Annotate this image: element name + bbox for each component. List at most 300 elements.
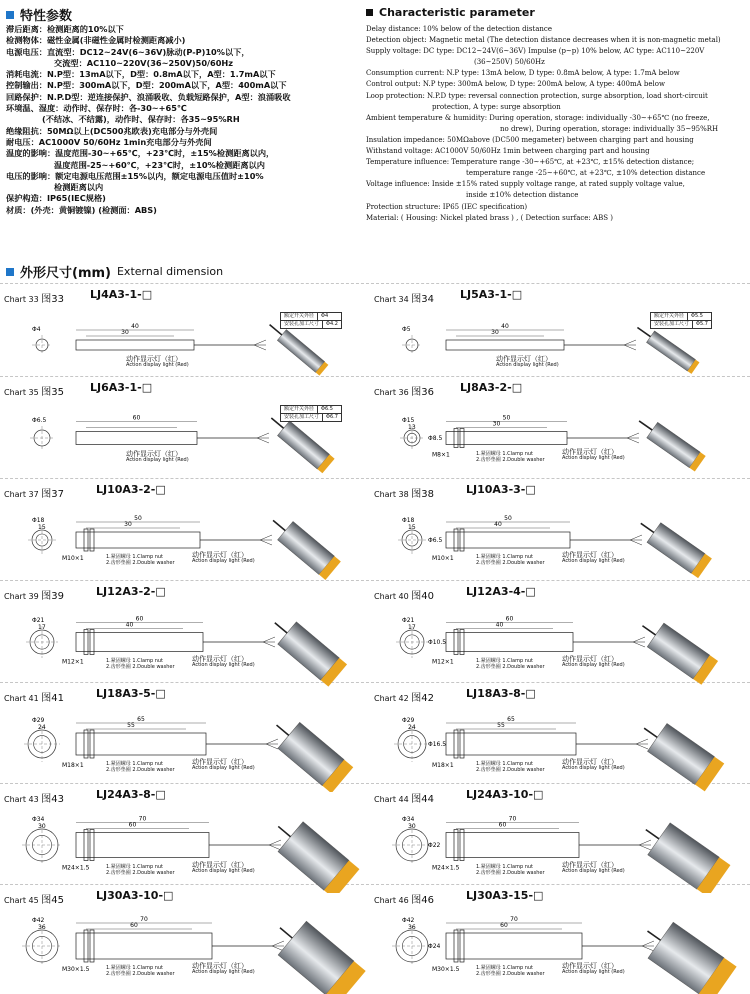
param-row: Ambient temperature & humidity: During operation, storage: individually -30~+65℃ (no freeze, — [366, 113, 710, 122]
cable-photo — [641, 523, 654, 532]
chart-cell — [374, 891, 739, 994]
chart-label-zh: 图33 — [41, 294, 64, 305]
legend-light-zh: 动作显示灯（红） — [562, 962, 618, 970]
param-row: 环境温、湿度：动作时、保存时：各-30~+65℃ — [6, 103, 187, 114]
cable-photo — [644, 728, 657, 737]
chart-label-en: Chart 34 — [374, 295, 412, 304]
dimension-diameter: Φ42 — [32, 917, 45, 924]
param-row: 耐电压：AC1000V 50/60Hz 1min充电部分与外壳间 — [6, 136, 212, 147]
legend-clamp-nut: 1.紧固螺母 1.Clamp nut — [476, 863, 534, 870]
washer — [90, 630, 94, 655]
param-row: Insulation impedance: 50MΩabove (DC500 megameter) between charging part and housing — [366, 135, 694, 144]
dimension-diameter: Φ4 — [32, 326, 41, 333]
light-legend — [562, 449, 625, 461]
sensor-body — [446, 340, 564, 350]
legend-light-en: Action display light (Red) — [192, 558, 255, 564]
cable-wire — [263, 637, 275, 642]
legend-light-en: Action display light (Red) — [562, 661, 625, 668]
cable-wire — [260, 540, 272, 545]
chart-label-zh: 图43 — [41, 794, 64, 805]
blue-square-icon — [6, 268, 14, 276]
dimension-flat: 24 — [38, 724, 46, 731]
dimension-drawing — [4, 485, 369, 588]
clamp-nut — [454, 830, 458, 861]
dimension-flat: 30 — [38, 823, 46, 830]
cable-photo — [277, 725, 289, 735]
model-number: LJ5A3-1-□ — [460, 288, 523, 301]
mounting-table-key: 安装孔加工尺寸 — [651, 321, 693, 328]
blue-square-icon — [6, 11, 14, 19]
legend-washer: 2.齿形垫圈 2.Double washer — [106, 560, 175, 566]
mounting-table-value: Φ4.2 — [326, 321, 338, 327]
param-row: 保护构造：IP65(IEC规格) — [6, 193, 106, 204]
cable-wire — [269, 845, 281, 850]
dimension-flat: 17 — [38, 624, 46, 631]
legend-light-zh: 动作显示灯（红） — [562, 758, 618, 766]
chart-label-zh: 图45 — [41, 895, 64, 906]
cable-photo — [637, 327, 650, 336]
dimension-length: 70 — [510, 916, 518, 923]
mounting-table-value: Φ4 — [321, 313, 329, 319]
mounting-table-value: Φ5.7 — [696, 321, 708, 327]
dimension-length: 70 — [138, 815, 147, 823]
section-title-zh: 特性参数 — [20, 9, 73, 24]
chart-label-zh: 图38 — [411, 489, 434, 500]
dimension-thread-length: 60 — [130, 922, 138, 929]
legend-light-en: Action display light (Red) — [562, 454, 625, 461]
section-header-dimensions — [6, 262, 223, 281]
cable-photo — [280, 928, 292, 938]
dimension-face-diameter: Φ6.5 — [428, 537, 443, 544]
washer — [90, 930, 94, 962]
param-row: Supply voltage: DC type: DC12~24V(6~36V) Impulse (p~p) 10% below, AC type: AC110~220V — [366, 47, 705, 56]
washer — [460, 930, 464, 962]
chart-label-en: Chart 41 — [4, 694, 42, 703]
chart-label-zh: 图42 — [411, 693, 434, 704]
dimension-length: 60 — [505, 615, 514, 623]
chart-cell — [374, 290, 739, 393]
mounting-table-value: Φ6.7 — [326, 414, 338, 420]
sensor-housing-photo — [647, 523, 705, 574]
legend-washer: 2.齿形垫圈 2.Double washer — [476, 456, 545, 463]
dimension-thread-length: 30 — [124, 521, 132, 528]
sensor-housing-photo — [647, 331, 696, 371]
cable-photo — [642, 626, 655, 635]
cable-wire — [624, 345, 636, 350]
dimension-flat: 13 — [408, 424, 416, 431]
product-photo — [265, 612, 347, 687]
param-row: (不结冰、不结露)，动作时、保存时：各35~95%RH — [42, 114, 240, 125]
cable-wire — [269, 840, 281, 845]
legend-light-zh: 动作显示灯（红） — [192, 654, 248, 663]
part-legend — [476, 761, 545, 773]
chart-cell — [4, 891, 369, 994]
chart-cell — [4, 689, 369, 792]
legend-clamp-nut: 1.紧固螺母 1.Clamp nut — [106, 657, 164, 664]
dimension-length: 60 — [132, 414, 141, 422]
cable-wire — [636, 744, 648, 749]
dimension-diameter: Φ29 — [32, 717, 45, 724]
dimension-flat: 36 — [408, 924, 416, 931]
dimension-diameter: Φ5 — [402, 326, 411, 333]
param-row: inside ±10% detection distance — [466, 191, 579, 200]
legend-washer: 2.齿形垫圈 2.Double washer — [106, 663, 175, 670]
dimension-flat: 36 — [38, 924, 46, 931]
clamp-nut — [84, 730, 88, 758]
dimension-drawing — [4, 383, 369, 486]
front-view-inner-circle — [36, 534, 48, 546]
param-row: Detection object: Magnetic metal (The detection distance decreases when it is non-magnetic metal) — [366, 36, 721, 45]
mounting-table-row — [651, 313, 711, 321]
light-legend — [192, 963, 255, 975]
param-row: Voltage influence: Inside ±15% rated supply voltage range, at rated supply voltage value, — [366, 180, 685, 189]
model-number: LJ10A3-2-□ — [96, 483, 166, 496]
cable-wire — [266, 739, 278, 744]
dimension-length: 70 — [140, 916, 148, 923]
black-square-icon — [366, 9, 373, 16]
legend-clamp-nut: 1.紧固螺母 1.Clamp nut — [476, 761, 534, 767]
part-legend — [476, 554, 545, 566]
chart-label-zh: 图46 — [411, 895, 434, 906]
sensor-body — [76, 532, 200, 548]
cable-wire — [639, 845, 651, 850]
dimension-diameter: Φ18 — [402, 517, 415, 524]
legend-light-zh: 动作显示灯（红） — [562, 860, 618, 869]
model-number: LJ18A3-8-□ — [466, 687, 536, 700]
chart-label-en: Chart 36 — [374, 388, 412, 397]
chart-label-zh: 图40 — [411, 591, 434, 602]
legend-light-zh: 动作显示灯（红） — [562, 551, 618, 559]
param-row: 交流型：AC110~220V(36~250V)50/60Hz — [54, 57, 234, 68]
dimension-drawing — [4, 290, 369, 393]
chart-label-en: Chart 35 — [4, 388, 42, 397]
light-legend — [562, 862, 625, 874]
cable-wire — [257, 438, 269, 443]
param-row: 控制输出：N.P型：300mA以下，D型：200mA以下，A型：400mA以下 — [6, 80, 287, 91]
cable-wire — [642, 946, 654, 951]
cable-photo — [647, 931, 660, 940]
dimension-thread: M30×1.5 — [62, 966, 90, 973]
section-title-en: Characteristic parameter — [379, 6, 535, 19]
dimension-diameter: Φ42 — [402, 917, 415, 924]
dimension-thread-length: 60 — [500, 922, 508, 929]
product-photo — [635, 913, 737, 994]
cable-wire — [627, 438, 639, 443]
washer — [90, 730, 94, 758]
dimension-drawing — [4, 790, 369, 893]
cable-wire — [642, 941, 654, 946]
light-legend — [562, 759, 625, 771]
model-number: LJ24A3-10-□ — [466, 788, 544, 801]
light-legend — [192, 656, 255, 668]
washer — [460, 830, 464, 861]
product-photo — [634, 714, 724, 791]
legend-clamp-nut: 1.紧固螺母 1.Clamp nut — [476, 554, 534, 560]
light-legend — [562, 656, 625, 668]
chart-label-zh: 图35 — [41, 387, 64, 398]
param-row: 消耗电流：N.P型：13mA以下，D型：0.8mA以下，A型：1.7mA以下 — [6, 69, 276, 80]
dimension-length: 40 — [131, 323, 139, 330]
legend-clamp-nut: 1.紧固螺母 1.Clamp nut — [106, 554, 164, 560]
dimension-thread: M18×1 — [62, 762, 84, 769]
cable-wire — [633, 637, 645, 642]
sensor-body — [76, 733, 206, 755]
cable-wire — [260, 535, 272, 540]
dimension-drawing — [374, 485, 739, 588]
dimension-flat: 30 — [408, 823, 416, 830]
product-photo — [266, 811, 360, 893]
chart-label-zh: 图37 — [41, 489, 64, 500]
cable-wire — [639, 840, 651, 845]
chart-cell — [4, 485, 369, 588]
legend-light-en: Action display light (Red) — [562, 765, 625, 771]
chart-label-zh: 图39 — [41, 591, 64, 602]
legend-washer: 2.齿形垫圈 2.Double washer — [476, 971, 545, 977]
dimension-thread: M30×1.5 — [432, 966, 460, 973]
chart-label-en: Chart 39 — [4, 592, 42, 601]
dimension-face-diameter: Φ24 — [428, 943, 441, 950]
legend-light-zh: 动作显示灯（红） — [126, 449, 182, 458]
chart-cell — [4, 383, 369, 486]
dimension-drawing — [374, 290, 739, 393]
legend-washer: 2.齿形垫圈 2.Double washer — [476, 767, 545, 773]
light-legend — [562, 552, 625, 564]
legend-light-en: Action display light (Red) — [562, 969, 625, 975]
dimension-thread-length: 40 — [494, 521, 502, 528]
legend-washer: 2.齿形垫圈 2.Double washer — [476, 869, 545, 876]
light-legend — [126, 356, 189, 368]
english-parameter-list — [366, 24, 748, 224]
legend-clamp-nut: 1.紧固螺母 1.Clamp nut — [106, 761, 164, 767]
chart-cell — [374, 485, 739, 588]
chart-label-en: Chart 46 — [374, 896, 412, 905]
param-row: Protection structure: IP65 (IEC specification) — [366, 202, 528, 211]
legend-washer: 2.齿形垫圈 2.Double washer — [106, 767, 175, 773]
mounting-table-row — [281, 406, 341, 414]
dimension-drawing — [374, 891, 739, 994]
dimension-thread: M10×1 — [432, 555, 454, 562]
product-photo — [634, 514, 712, 579]
dimension-thread-length: 30 — [492, 420, 501, 428]
cable-photo — [275, 623, 287, 633]
legend-clamp-nut: 1.紧固螺母 1.Clamp nut — [476, 657, 534, 664]
cable-wire — [630, 540, 642, 545]
param-row: 滞后距离：检测距离的10%以下 — [6, 24, 124, 34]
sensor-body — [76, 933, 212, 959]
part-legend — [106, 554, 175, 566]
legend-light-zh: 动作显示灯（红） — [192, 860, 248, 869]
mounting-table-row — [281, 313, 341, 321]
legend-light-zh: 动作显示灯（红） — [192, 551, 248, 559]
model-number: LJ12A3-2-□ — [96, 585, 166, 598]
model-number: LJ12A3-4-□ — [466, 585, 536, 598]
model-number: LJ18A3-5-□ — [96, 687, 166, 700]
chart-label-en: Chart 45 — [4, 896, 42, 905]
chart-label-zh: 图44 — [411, 794, 434, 805]
dimension-drawing — [4, 891, 369, 994]
dimension-title-en: External dimension — [116, 265, 224, 278]
dimension-diameter: Φ34 — [32, 816, 45, 823]
product-photo — [633, 322, 699, 374]
light-legend — [496, 356, 559, 368]
dimension-flat: 15 — [408, 524, 416, 531]
param-row: 检测距离以内 — [54, 182, 104, 193]
cable-wire — [266, 744, 278, 749]
product-photo — [265, 511, 340, 580]
legend-clamp-nut: 1.紧固螺母 1.Clamp nut — [106, 863, 164, 870]
chart-label-en: Chart 33 — [4, 295, 42, 304]
cable-wire — [630, 535, 642, 540]
cable-wire — [627, 433, 639, 438]
dimension-drawing — [4, 587, 369, 690]
dimension-thread-length: 55 — [497, 722, 505, 729]
dimension-length: 60 — [135, 615, 144, 623]
product-photo — [266, 712, 354, 792]
chart-cell — [4, 587, 369, 690]
cable-photo — [278, 826, 290, 836]
chinese-parameter-list — [6, 24, 376, 216]
param-row: Withstand voltage: AC1000V 50/60Hz 1min between charging part and housing — [366, 147, 650, 156]
dimension-diameter: Φ6.5 — [32, 417, 47, 424]
legend-light-en: Action display light (Red) — [126, 362, 189, 368]
chart-label-en: Chart 44 — [374, 795, 412, 804]
sensor-body — [76, 432, 197, 445]
param-row: 检测物体：磁性金属(非磁性金属时检测距离减小) — [6, 35, 186, 46]
dimension-thread: M8×1 — [432, 451, 450, 459]
dimension-thread: M24×1.5 — [432, 864, 460, 872]
legend-light-en: Action display light (Red) — [192, 969, 255, 975]
clamp-nut — [454, 630, 458, 655]
light-legend — [192, 552, 255, 564]
cable-photo — [273, 520, 285, 530]
dimension-length: 70 — [508, 815, 517, 823]
dimension-face-diameter: Φ22 — [428, 842, 441, 849]
legend-light-zh: 动作显示灯（红） — [562, 654, 618, 663]
legend-clamp-nut: 1.紧固螺母 1.Clamp nut — [106, 965, 164, 971]
product-photo — [634, 614, 718, 685]
clamp-nut — [454, 730, 458, 758]
chart-label-en: Chart 42 — [374, 694, 412, 703]
dimension-flat: 15 — [38, 524, 46, 531]
mounting-table — [280, 312, 342, 329]
product-photo — [635, 814, 731, 893]
clamp-nut — [84, 930, 88, 962]
dimension-thread: M12×1 — [432, 658, 454, 666]
product-photo — [634, 413, 706, 471]
model-number: LJ6A3-1-□ — [90, 381, 153, 394]
dimension-diameter: Φ34 — [402, 816, 415, 823]
dimension-thread-length: 60 — [128, 821, 137, 829]
part-legend — [106, 965, 175, 977]
front-view-inner-circle — [406, 534, 418, 546]
dimension-diameter: Φ21 — [402, 617, 415, 624]
dimension-diameter: Φ15 — [402, 417, 415, 424]
cable-wire — [272, 941, 284, 946]
light-legend — [126, 451, 189, 463]
dimension-thread-length: 40 — [125, 621, 134, 629]
dimension-thread-length: 30 — [491, 329, 499, 336]
section-header-characteristics-en — [366, 6, 535, 19]
chart-label-en: Chart 38 — [374, 490, 412, 499]
dimension-thread-length: 30 — [121, 329, 129, 336]
washer — [460, 730, 464, 758]
dimension-length: 50 — [502, 414, 511, 422]
dimension-thread-length: 55 — [127, 722, 135, 729]
cable-wire — [254, 345, 266, 350]
cable-wire — [633, 642, 645, 647]
chart-cell — [374, 383, 739, 486]
dimension-thread: M12×1 — [62, 658, 84, 666]
light-legend — [192, 759, 255, 771]
mounting-table-row — [281, 321, 341, 328]
legend-light-zh: 动作显示灯（红） — [496, 355, 552, 363]
light-legend — [192, 862, 255, 874]
legend-light-zh: 动作显示灯（红） — [192, 962, 248, 970]
model-number: LJ30A3-10-□ — [96, 889, 174, 902]
product-photo — [266, 911, 366, 994]
param-row: Loop protection: N.P.D type: reversal connection protection, surge absorption, load short-circuit — [366, 91, 708, 100]
legend-light-en: Action display light (Red) — [126, 456, 189, 463]
sensor-housing-photo — [277, 421, 329, 469]
legend-light-en: Action display light (Red) — [496, 362, 559, 368]
chart-label-zh: 图36 — [411, 387, 434, 398]
washer — [460, 630, 464, 655]
chart-cell — [374, 587, 739, 690]
dimension-thread: M18×1 — [432, 762, 454, 769]
mounting-table-key: 额定开关外径 — [651, 313, 688, 320]
light-legend — [562, 963, 625, 975]
dimension-diameter: Φ21 — [32, 617, 45, 624]
chart-cell — [374, 790, 739, 893]
chart-label-en: Chart 43 — [4, 795, 42, 804]
dimension-face-diameter: Φ8.5 — [428, 435, 443, 442]
dimension-thread: M24×1.5 — [62, 864, 90, 872]
model-number: LJ10A3-3-□ — [466, 483, 536, 496]
param-row: no drew), During operation, storage: individually 35~95%RH — [500, 124, 719, 133]
mounting-table-key: 额定开关外径 — [281, 313, 318, 320]
sensor-body — [446, 833, 579, 858]
dimension-drawing — [4, 689, 369, 792]
dimension-title-zh: 外形尺寸(mm) — [20, 266, 111, 281]
legend-light-zh: 动作显示灯（红） — [126, 355, 182, 363]
sensor-housing-photo — [277, 330, 324, 373]
dimension-length: 65 — [137, 716, 145, 723]
legend-washer: 2.齿形垫圈 2.Double washer — [476, 663, 545, 670]
param-row: 材质：(外壳：黄铜镀镍) (检测面：ABS) — [6, 204, 157, 215]
model-number: LJ8A3-2-□ — [460, 381, 523, 394]
dimension-length: 50 — [134, 515, 142, 522]
dimension-drawing — [374, 689, 739, 792]
part-legend — [476, 658, 545, 670]
cable-wire — [624, 340, 636, 345]
mounting-table-row — [651, 321, 711, 328]
dimension-face-diameter: Φ16.5 — [428, 741, 447, 748]
divider — [0, 283, 750, 284]
mounting-table-value: Φ6.5 — [321, 406, 333, 412]
param-row: Control output: N.P type: 300mA below, D type: 200mA below, A type: 400mA below — [366, 80, 665, 89]
legend-clamp-nut: 1.紧固螺母 1.Clamp nut — [476, 965, 534, 971]
mounting-table — [650, 312, 712, 329]
model-number: LJ4A3-1-□ — [90, 288, 153, 301]
mounting-table-key: 安装孔加工尺寸 — [281, 321, 323, 328]
part-legend — [476, 451, 545, 463]
legend-light-en: Action display light (Red) — [192, 765, 255, 771]
cable-wire — [263, 642, 275, 647]
chart-cell — [4, 290, 369, 393]
param-row: 电压的影响：额定电源电压范围±15%以内，额定电源电压值时±10% — [6, 170, 264, 181]
cable-wire — [257, 433, 269, 438]
part-legend — [106, 761, 175, 773]
